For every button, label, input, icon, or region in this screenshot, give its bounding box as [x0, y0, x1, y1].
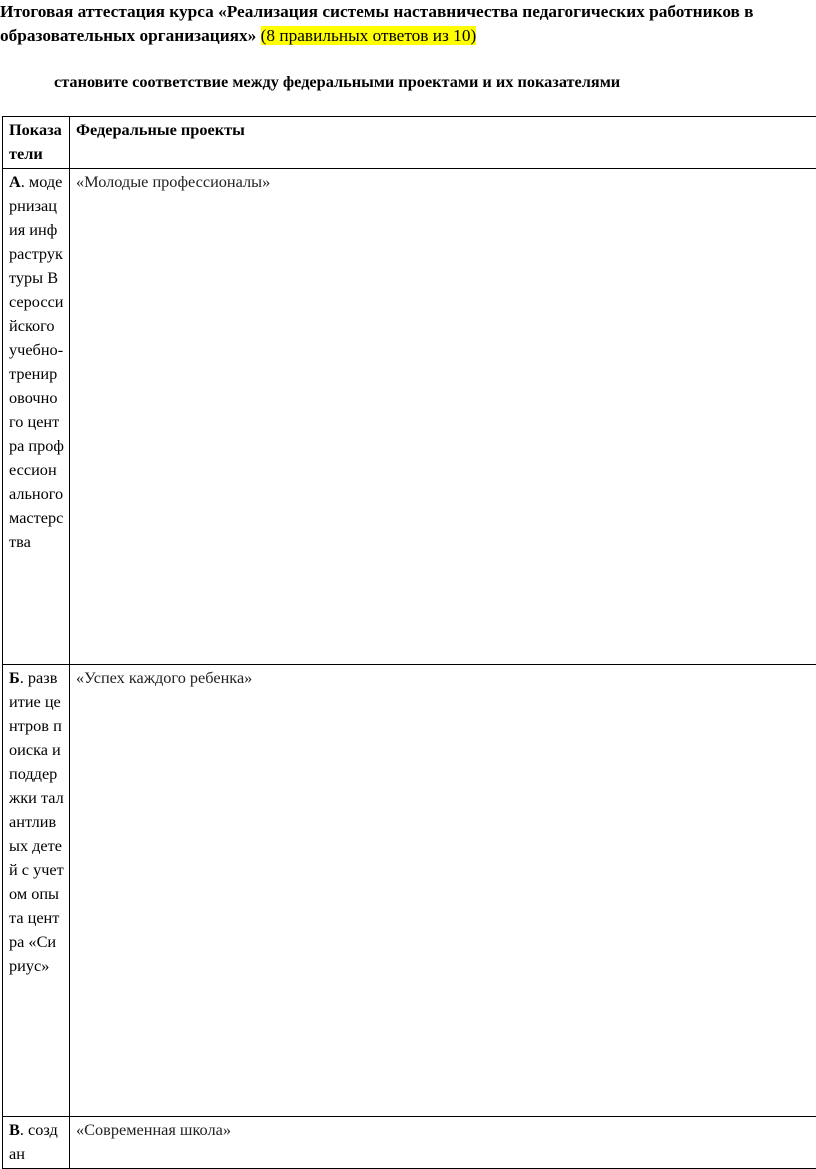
indicator-cell: А. модернизация инфраструктуры Всероссийского учебно-тренировочного центра профессионального мастерства: [3, 169, 70, 665]
header-indicators: Показатели: [3, 117, 70, 169]
row-letter: Б: [9, 668, 20, 687]
row-letter: А: [9, 172, 21, 191]
title-highlight-count: (8 правильных ответов из 10): [261, 26, 477, 45]
matching-table: [2, 116, 816, 1169]
title-text: Итоговая аттестация курса «Реализация системы наставничества педагогических работников в образовательных организациях»: [0, 2, 754, 45]
table-row: [3, 169, 816, 665]
project-cell: «Современная школа»: [70, 1117, 816, 1169]
row-letter: В: [9, 1120, 20, 1139]
project-cell: «Молодые профессионалы»: [70, 169, 816, 665]
indicator-text: модернизация инфраструктуры Всероссийского учебно-тренировочного центра профессионального мастерства: [9, 172, 64, 551]
indicator-cell: Б. развитие центров поиска и поддержки талантливых детей с учетом опыта центра «Сириус»: [3, 665, 70, 1117]
table-row: [3, 665, 816, 1117]
indicator-text: создан: [9, 1120, 58, 1163]
table-header-row: [3, 117, 816, 169]
header-projects: Федеральные проекты: [70, 117, 816, 169]
indicator-cell: В. создан: [3, 1117, 70, 1169]
document-title: [0, 0, 800, 48]
table-row: [3, 1117, 816, 1169]
instruction-text: становите соответствие между федеральными проектами и их показателями: [54, 70, 620, 94]
project-cell: «Успех каждого ребенка»: [70, 665, 816, 1117]
indicator-text: развитие центров поиска и поддержки талантливых детей с учетом опыта центра «Сириус»: [9, 668, 64, 975]
